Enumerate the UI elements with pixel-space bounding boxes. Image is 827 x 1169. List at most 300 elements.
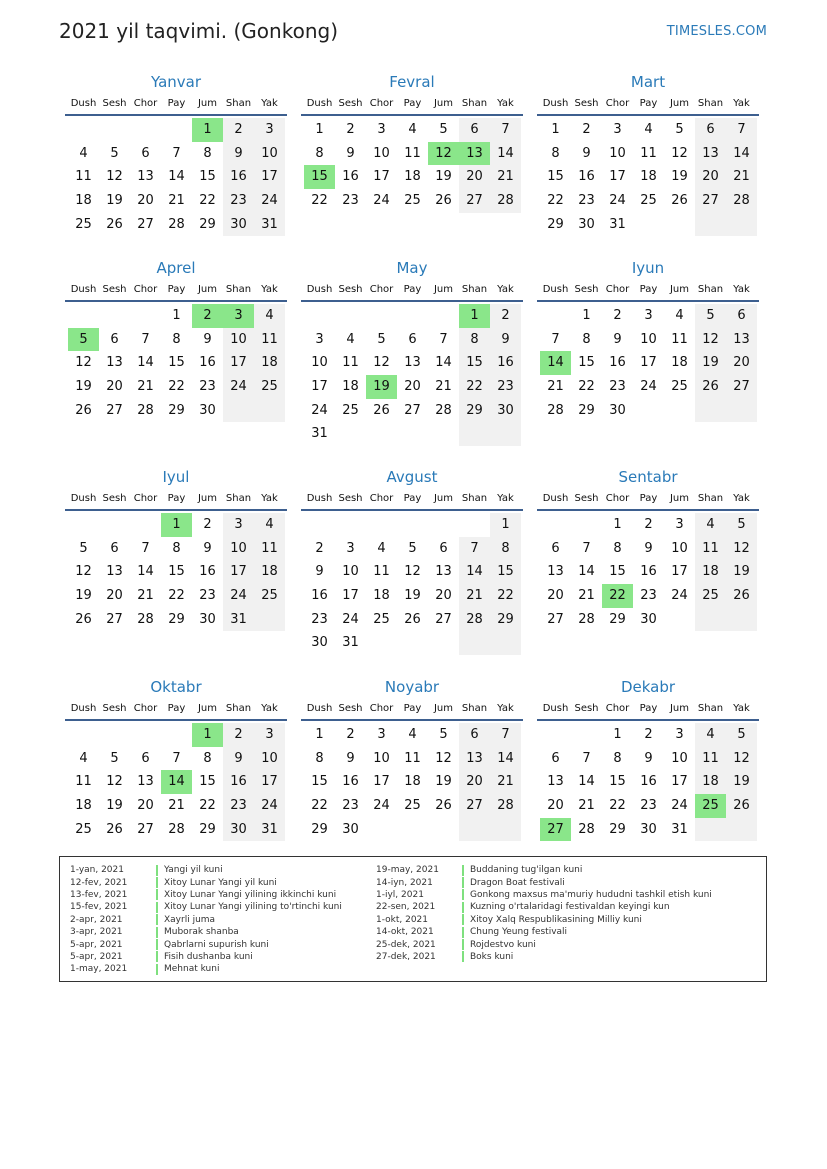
legend-marker	[462, 914, 464, 925]
day-cell: 4	[377, 540, 386, 556]
weekday-label: Shan	[225, 702, 252, 714]
day-cell: 30	[640, 611, 657, 627]
legend-item	[70, 876, 342, 888]
day-cell: 11	[75, 774, 92, 790]
day-cell: 10	[223, 537, 254, 561]
day-cell: 11	[75, 169, 92, 185]
legend-name: Chung Yeung festivali	[470, 927, 568, 938]
day-cell: 4	[675, 308, 684, 323]
empty-cell	[695, 818, 726, 842]
legend-marker	[156, 939, 158, 950]
day-cell: 7	[459, 537, 490, 561]
legend-date: 5-apr, 2021	[70, 951, 123, 962]
day-cell: 12	[726, 747, 757, 771]
day-cell: 23	[223, 189, 254, 213]
day-cell: 20	[726, 351, 757, 375]
day-cell: 15	[199, 169, 216, 185]
empty-cell	[304, 304, 335, 328]
weekday-label: Dush	[306, 97, 333, 109]
day-cell: 28	[137, 402, 154, 418]
legend-item	[376, 926, 712, 938]
day-cell: 27	[459, 189, 490, 213]
day-cell: 4	[254, 513, 285, 537]
empty-cell	[68, 118, 99, 142]
day-cell: 6	[726, 304, 757, 328]
weekday-label: Chor	[605, 97, 630, 109]
legend-item	[376, 914, 712, 926]
day-cell: 10	[223, 328, 254, 352]
day-cell: 25	[404, 798, 421, 814]
day-cell: 9	[223, 142, 254, 166]
legend-name: Mehnat kuni	[164, 964, 220, 975]
day-cell: 5	[408, 540, 417, 556]
day-cell: 23	[578, 193, 595, 209]
day-cell: 14	[578, 564, 595, 580]
day-cell: 21	[490, 165, 521, 189]
day-cell: 25	[671, 379, 688, 395]
day-cell: 12	[404, 564, 421, 580]
day-cell: 10	[671, 540, 688, 556]
day-cell: 16	[311, 588, 328, 604]
weekday-label: Dush	[70, 97, 97, 109]
day-cell: 5	[695, 304, 726, 328]
day-cell: 27	[547, 611, 564, 627]
empty-cell	[223, 399, 254, 423]
day-cell: 3	[346, 540, 355, 556]
day-cell: 10	[254, 747, 285, 771]
day-cell: 19	[75, 588, 92, 604]
legend-date: 14-okt, 2021	[376, 927, 434, 938]
weekday-label: Chor	[369, 702, 394, 714]
day-cell: 1	[613, 517, 622, 532]
weekday-label: Pay	[639, 702, 658, 714]
day-cell: 7	[582, 750, 591, 766]
day-cell: 2	[223, 118, 254, 142]
day-cell: 13	[106, 355, 123, 371]
day-cell: 25	[75, 216, 92, 232]
day-cell: 3	[675, 517, 684, 532]
empty-cell	[130, 513, 161, 537]
weekday-label: Pay	[403, 97, 422, 109]
holiday-day: 1	[161, 513, 192, 537]
day-cell: 30	[342, 821, 359, 837]
day-cell: 7	[141, 540, 150, 556]
day-cell: 5	[79, 540, 88, 556]
legend-date: 5-apr, 2021	[70, 939, 123, 950]
day-cell: 19	[106, 193, 123, 209]
day-cell: 4	[79, 145, 88, 161]
day-cell: 22	[490, 584, 521, 608]
empty-cell	[571, 723, 602, 747]
weekday-header	[301, 697, 523, 721]
day-cell: 13	[726, 328, 757, 352]
weekday-header	[301, 487, 523, 511]
day-cell: 16	[342, 774, 359, 790]
day-cell: 25	[75, 821, 92, 837]
day-cell: 26	[404, 611, 421, 627]
empty-cell	[68, 723, 99, 747]
empty-cell	[397, 513, 428, 537]
legend-date: 27-dek, 2021	[376, 951, 436, 962]
day-cell: 8	[490, 537, 521, 561]
day-cell: 19	[435, 774, 452, 790]
legend-item	[70, 963, 342, 975]
weekday-label: Chor	[605, 492, 630, 504]
day-cell: 24	[254, 794, 285, 818]
legend-item	[70, 926, 342, 938]
day-cell: 28	[490, 189, 521, 213]
day-cell: 5	[110, 145, 119, 161]
month-noyabr	[301, 677, 523, 841]
day-grid	[65, 513, 287, 631]
day-cell: 29	[168, 402, 185, 418]
empty-cell	[99, 118, 130, 142]
day-cell: 22	[168, 588, 185, 604]
day-cell: 20	[404, 379, 421, 395]
day-cell: 5	[726, 723, 757, 747]
weekday-label: Jum	[669, 702, 690, 714]
legend-date: 25-dek, 2021	[376, 939, 436, 950]
day-cell: 10	[342, 564, 359, 580]
day-cell: 23	[342, 798, 359, 814]
legend-date: 1-may, 2021	[70, 964, 128, 975]
day-cell: 26	[106, 216, 123, 232]
day-cell: 9	[582, 145, 591, 161]
empty-cell	[428, 304, 459, 328]
day-cell: 24	[342, 611, 359, 627]
weekday-label: Pay	[167, 492, 186, 504]
day-cell: 9	[315, 564, 324, 580]
empty-cell	[366, 631, 397, 655]
day-cell: 28	[726, 189, 757, 213]
legend-item	[70, 938, 342, 950]
day-cell: 15	[609, 564, 626, 580]
day-grid	[537, 118, 759, 236]
day-cell: 24	[223, 584, 254, 608]
weekday-label: Shan	[461, 97, 488, 109]
day-cell: 26	[373, 402, 390, 418]
day-cell: 4	[408, 122, 417, 137]
day-cell: 7	[141, 331, 150, 347]
legend-item	[70, 889, 342, 901]
day-cell: 17	[254, 770, 285, 794]
day-cell: 22	[168, 379, 185, 395]
day-cell: 4	[79, 750, 88, 766]
day-grid	[65, 723, 287, 841]
day-cell: 5	[726, 513, 757, 537]
day-grid	[301, 118, 523, 213]
day-cell: 29	[168, 611, 185, 627]
empty-cell	[540, 304, 571, 328]
day-cell: 21	[168, 193, 185, 209]
day-cell: 2	[346, 122, 355, 137]
day-cell: 2	[315, 540, 324, 556]
day-cell: 31	[223, 608, 254, 632]
day-cell: 18	[695, 770, 726, 794]
day-cell: 1	[613, 727, 622, 742]
day-cell: 18	[671, 355, 688, 371]
day-cell: 13	[137, 169, 154, 185]
day-cell: 20	[459, 165, 490, 189]
day-cell: 14	[726, 142, 757, 166]
day-cell: 16	[199, 355, 216, 371]
day-cell: 16	[640, 564, 657, 580]
empty-cell	[540, 513, 571, 537]
legend-marker	[462, 865, 464, 876]
day-cell: 6	[141, 750, 150, 766]
day-cell: 12	[671, 145, 688, 161]
day-cell: 8	[582, 331, 591, 347]
day-cell: 26	[435, 798, 452, 814]
weekday-label: Dush	[542, 97, 569, 109]
day-cell: 18	[254, 560, 285, 584]
empty-cell	[695, 399, 726, 423]
day-cell: 22	[578, 379, 595, 395]
empty-cell	[726, 213, 757, 237]
day-cell: 11	[695, 747, 726, 771]
day-cell: 9	[223, 747, 254, 771]
empty-cell	[397, 304, 428, 328]
day-cell: 20	[459, 770, 490, 794]
empty-cell	[68, 304, 99, 328]
day-cell: 6	[110, 540, 119, 556]
day-cell: 14	[490, 142, 521, 166]
day-cell: 12	[373, 355, 390, 371]
day-cell: 9	[346, 750, 355, 766]
day-cell: 26	[106, 821, 123, 837]
legend-date: 13-fev, 2021	[70, 889, 128, 900]
day-cell: 27	[137, 821, 154, 837]
month-name: Iyun	[631, 259, 665, 277]
day-cell: 25	[254, 375, 285, 399]
day-cell: 2	[490, 304, 521, 328]
legend-date: 3-apr, 2021	[70, 927, 123, 938]
weekday-label: Pay	[167, 283, 186, 295]
day-cell: 22	[459, 375, 490, 399]
day-cell: 11	[671, 331, 688, 347]
empty-cell	[726, 399, 757, 423]
weekday-label: Sesh	[574, 702, 599, 714]
legend-marker	[462, 939, 464, 950]
day-cell: 29	[311, 821, 328, 837]
weekday-label: Shan	[697, 492, 724, 504]
weekday-label: Shan	[461, 283, 488, 295]
empty-cell	[459, 422, 490, 446]
day-cell: 27	[404, 402, 421, 418]
day-cell: 30	[311, 635, 328, 651]
weekday-header	[65, 278, 287, 302]
legend-name: Xitoy Xalq Respublikasining Milliy kuni	[470, 914, 642, 925]
day-cell: 6	[695, 118, 726, 142]
day-cell: 1	[551, 122, 560, 137]
day-cell: 8	[203, 750, 212, 766]
day-cell: 24	[373, 798, 390, 814]
weekday-label: Jum	[197, 492, 218, 504]
day-cell: 26	[726, 584, 757, 608]
weekday-header	[65, 697, 287, 721]
day-cell: 24	[640, 379, 657, 395]
day-cell: 19	[695, 351, 726, 375]
weekday-label: Chor	[133, 97, 158, 109]
empty-cell	[99, 723, 130, 747]
day-cell: 25	[695, 584, 726, 608]
day-cell: 11	[695, 537, 726, 561]
day-cell: 15	[199, 774, 216, 790]
day-cell: 4	[695, 723, 726, 747]
weekday-label: Jum	[197, 97, 218, 109]
weekday-label: Pay	[403, 492, 422, 504]
day-cell: 18	[404, 169, 421, 185]
empty-cell	[633, 399, 664, 423]
day-cell: 14	[137, 564, 154, 580]
day-cell: 29	[578, 402, 595, 418]
day-cell: 17	[671, 774, 688, 790]
day-cell: 23	[223, 794, 254, 818]
day-cell: 24	[223, 375, 254, 399]
day-cell: 7	[172, 750, 181, 766]
legend-marker	[156, 914, 158, 925]
month-yanvar	[65, 72, 287, 236]
day-cell: 17	[254, 165, 285, 189]
day-cell: 14	[490, 747, 521, 771]
day-cell: 20	[547, 798, 564, 814]
day-cell: 13	[459, 747, 490, 771]
holiday-day: 15	[304, 165, 335, 189]
day-cell: 23	[342, 193, 359, 209]
day-cell: 12	[695, 328, 726, 352]
day-cell: 14	[435, 355, 452, 371]
day-cell: 3	[254, 723, 285, 747]
legend-marker	[462, 902, 464, 913]
day-cell: 28	[490, 794, 521, 818]
weekday-header	[301, 278, 523, 302]
day-cell: 7	[726, 118, 757, 142]
legend-marker	[462, 927, 464, 938]
legend-marker	[156, 927, 158, 938]
weekday-label: Pay	[403, 283, 422, 295]
legend-marker	[156, 902, 158, 913]
weekday-label: Jum	[433, 97, 454, 109]
empty-cell	[695, 608, 726, 632]
weekday-header	[537, 487, 759, 511]
day-cell: 30	[223, 818, 254, 842]
legend-item	[376, 951, 712, 963]
month-name: Oktabr	[150, 678, 202, 696]
day-cell: 10	[311, 355, 328, 371]
day-cell: 13	[547, 774, 564, 790]
month-sentabr	[537, 467, 759, 631]
legend-name: Buddaning tug'ilgan kuni	[470, 865, 583, 876]
empty-cell	[254, 399, 285, 423]
weekday-label: Pay	[639, 492, 658, 504]
empty-cell	[428, 818, 459, 842]
day-grid	[537, 723, 759, 841]
day-cell: 31	[311, 426, 328, 442]
empty-cell	[726, 608, 757, 632]
day-cell: 2	[346, 727, 355, 742]
weekday-label: Yak	[261, 492, 278, 504]
month-mart	[537, 72, 759, 236]
empty-cell	[726, 818, 757, 842]
holiday-day: 2	[192, 304, 223, 328]
weekday-label: Yak	[261, 702, 278, 714]
weekday-label: Yak	[733, 97, 750, 109]
day-cell: 24	[373, 193, 390, 209]
weekday-label: Yak	[733, 492, 750, 504]
day-cell: 25	[640, 193, 657, 209]
site-link[interactable]: TIMESLES.COM	[666, 24, 767, 39]
empty-cell	[397, 422, 428, 446]
weekday-label: Chor	[369, 97, 394, 109]
weekday-label: Sesh	[102, 702, 127, 714]
day-cell: 4	[254, 304, 285, 328]
day-cell: 31	[342, 635, 359, 651]
day-cell: 28	[168, 821, 185, 837]
month-name: Fevral	[389, 73, 435, 91]
day-cell: 12	[75, 355, 92, 371]
day-cell: 31	[609, 216, 626, 232]
day-cell: 29	[199, 216, 216, 232]
weekday-label: Jum	[669, 97, 690, 109]
month-name: Dekabr	[620, 678, 676, 696]
day-cell: 16	[640, 774, 657, 790]
holiday-day: 1	[459, 304, 490, 328]
day-cell: 26	[75, 611, 92, 627]
weekday-label: Jum	[433, 283, 454, 295]
legend-item	[70, 914, 342, 926]
day-cell: 5	[110, 750, 119, 766]
weekday-label: Pay	[639, 97, 658, 109]
day-cell: 17	[373, 774, 390, 790]
legend-marker	[156, 877, 158, 888]
day-cell: 9	[644, 540, 653, 556]
weekday-header	[537, 92, 759, 116]
empty-cell	[459, 513, 490, 537]
day-cell: 30	[199, 402, 216, 418]
day-cell: 13	[695, 142, 726, 166]
holiday-day: 12	[428, 142, 459, 166]
empty-cell	[335, 304, 366, 328]
day-cell: 17	[223, 351, 254, 375]
day-cell: 16	[578, 169, 595, 185]
day-cell: 27	[435, 611, 452, 627]
day-cell: 19	[671, 169, 688, 185]
weekday-label: Yak	[261, 97, 278, 109]
day-cell: 11	[254, 328, 285, 352]
month-fevral	[301, 72, 523, 213]
legend-name: Rojdestvo kuni	[470, 939, 536, 950]
weekday-label: Dush	[306, 492, 333, 504]
weekday-label: Sesh	[102, 97, 127, 109]
day-cell: 20	[106, 588, 123, 604]
weekday-label: Chor	[369, 283, 394, 295]
day-cell: 19	[726, 560, 757, 584]
day-cell: 18	[373, 588, 390, 604]
day-cell: 12	[435, 750, 452, 766]
day-cell: 25	[342, 402, 359, 418]
day-cell: 13	[404, 355, 421, 371]
legend-date: 12-fev, 2021	[70, 877, 128, 888]
day-cell: 26	[726, 794, 757, 818]
weekday-label: Dush	[306, 702, 333, 714]
day-cell: 15	[168, 564, 185, 580]
day-cell: 19	[106, 798, 123, 814]
day-cell: 16	[490, 351, 521, 375]
day-cell: 13	[137, 774, 154, 790]
day-grid	[301, 304, 523, 446]
month-name: May	[396, 259, 428, 277]
weekday-label: Dush	[542, 702, 569, 714]
